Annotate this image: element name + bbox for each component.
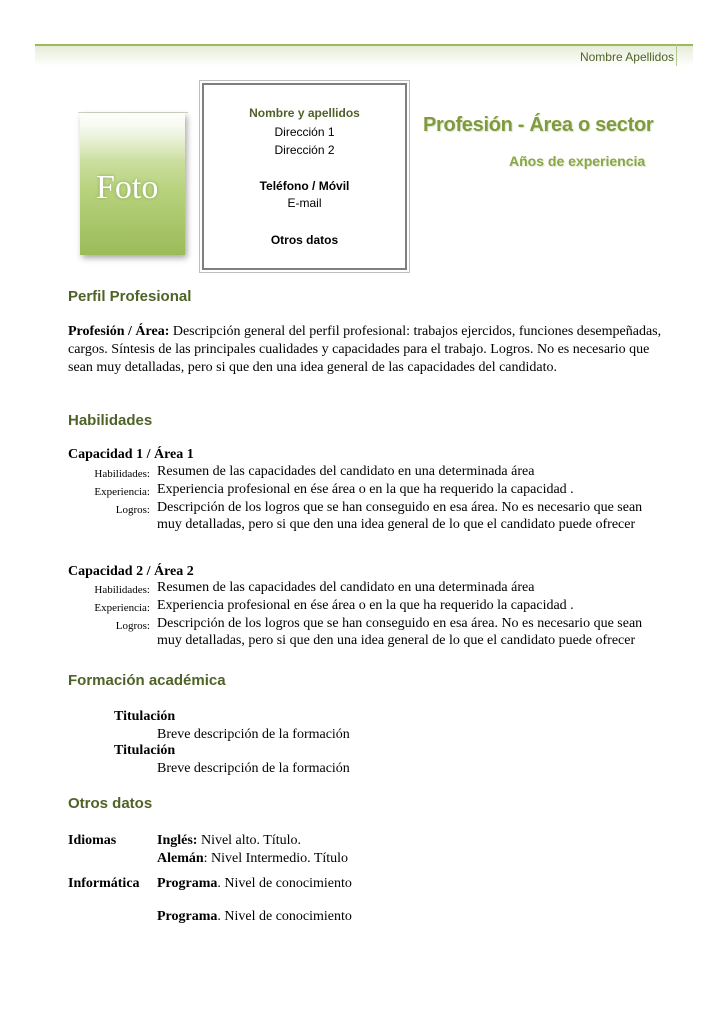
achievements-label: Logros:: [115, 620, 150, 632]
contact-phone: Teléfono / Móvil: [259, 179, 350, 193]
contact-name: Nombre y apellidos: [249, 106, 360, 120]
computing-item: [157, 876, 352, 892]
skills-value: Resumen de las capacidades del candidato en una determinada área: [157, 580, 535, 595]
profile-lead: Profesión / Área:: [68, 324, 170, 339]
contact-other: Otros datos: [270, 233, 339, 247]
skills-section-title: Habilidades: [68, 412, 153, 429]
computing-name: Programa: [157, 876, 218, 891]
contact-address-2: Dirección 2: [274, 143, 335, 157]
header-name: Nombre Apellidos: [579, 50, 674, 64]
photo-label: Foto: [96, 169, 159, 206]
language-name: Alemán: [157, 851, 204, 866]
experience-label: Experiencia:: [94, 602, 150, 614]
skills-label: Habilidades:: [94, 584, 150, 596]
header-divider: [676, 44, 677, 66]
language-detail: Nivel alto. Título.: [197, 833, 302, 848]
profile-section-title: Perfil Profesional: [68, 288, 192, 305]
language-detail: : Nivel Intermedio. Título: [203, 851, 349, 866]
achievements-value: Descripción de los logros que se han conseguido en esa área. No es necesario que sean muy detalladas, pero si que den una idea general de lo que el candidato puede ofrecer: [157, 616, 643, 648]
photo-highlight: [80, 113, 185, 161]
contact-box: [202, 83, 407, 270]
other-section-title: Otros datos: [68, 795, 153, 812]
experience-label: Experiencia:: [94, 486, 150, 498]
capacity-title: Capacidad 2 / Área 2: [68, 564, 194, 579]
computing-detail: . Nivel de conocimiento: [217, 876, 352, 891]
computing-name: Programa: [157, 909, 218, 924]
contact-email: E-mail: [287, 196, 322, 210]
profile-paragraph: [68, 323, 668, 377]
profession-headline: Profesión - Área o sector: [423, 114, 654, 136]
education-section-title: Formación académica: [68, 672, 226, 689]
education-description: Breve descripción de la formación: [157, 761, 350, 776]
achievements-value: Descripción de los logros que se han conseguido en esa área. No es necesario que sean muy detalladas, pero si que den una idea general de lo que el candidato puede ofrecer: [157, 500, 643, 532]
profile-text: Descripción general del perfil profesional: trabajos ejercidos, funciones desempeñadas, cargos. Síntesis de las principales cualidades y capacidades para el trabajo. Logros. No es necesario que sean muy detalladas, pero si que den una idea general de las capacidades del candidato.: [68, 324, 662, 375]
capacity-title: Capacidad 1 / Área 1: [68, 447, 194, 462]
skills-value: Resumen de las capacidades del candidato en una determinada área: [157, 464, 535, 479]
languages-label: Idiomas: [68, 833, 117, 848]
computing-item: [157, 909, 352, 925]
education-degree: Titulación: [114, 743, 176, 758]
computing-detail: . Nivel de conocimiento: [217, 909, 352, 924]
header-rule: [35, 44, 693, 46]
contact-address-1: Dirección 1: [274, 125, 335, 139]
experience-value: Experiencia profesional en ése área o en la que ha requerido la capacidad .: [157, 482, 574, 497]
computing-label: Informática: [68, 876, 140, 891]
education-description: Breve descripción de la formación: [157, 727, 350, 742]
achievements-label: Logros:: [115, 504, 150, 516]
language-item: [157, 851, 348, 867]
education-degree: Titulación: [114, 709, 176, 724]
language-item: [157, 833, 301, 849]
skills-label: Habilidades:: [94, 468, 150, 480]
experience-value: Experiencia profesional en ése área o en la que ha requerido la capacidad .: [157, 598, 574, 613]
language-name: Inglés:: [157, 833, 198, 848]
years-experience: Años de experiencia: [509, 153, 646, 169]
